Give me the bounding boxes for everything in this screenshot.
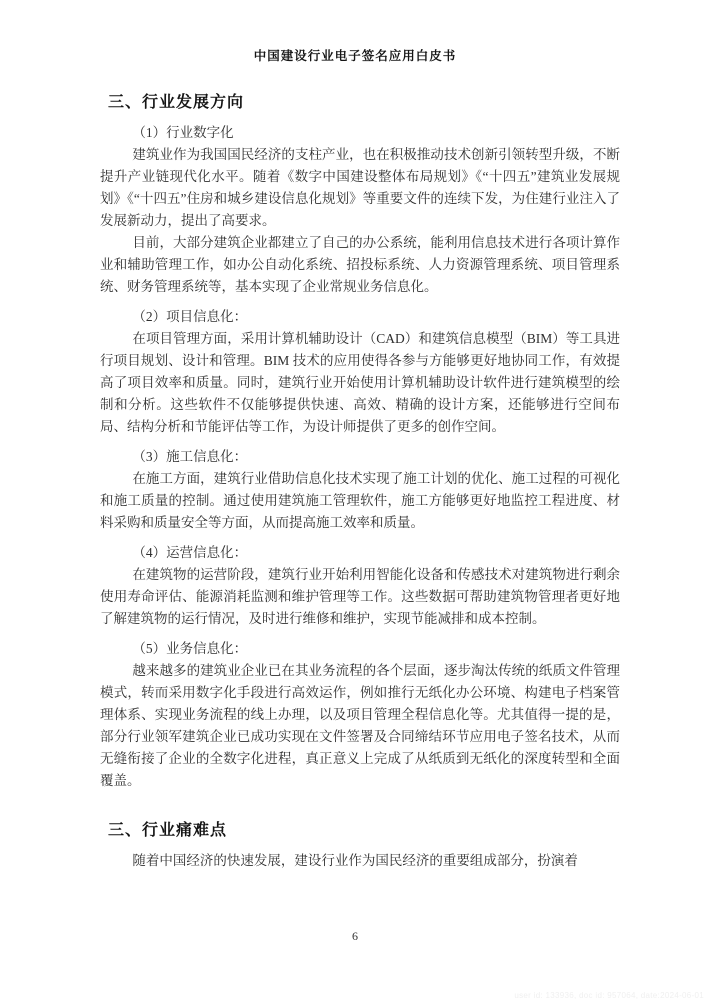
list-subheading: （2）项目信息化： [132,309,248,324]
list-subheading: （5）业务信息化： [132,641,248,656]
body-paragraph: 在建筑物的运营阶段，建筑行业开始利用智能化设备和传感技术对建筑物进行剩余使用寿命评估、能源消耗监测和维护管理等工作。这些数据可帮助建筑物管理者更好地了解建筑物的运行情况，及时进行维修和维护，实现节能减排和成本控制。 [100,567,620,626]
page-number: 6 [352,929,358,943]
body-paragraph: 随着中国经济的快速发展，建设行业作为国民经济的重要组成部分，扮演着 [132,853,578,868]
body-paragraph: 越来越多的建筑业企业已在其业务流程的各个层面，逐步淘汰传统的纸质文件管理模式，转而采用数字化手段进行高效运作，例如推行无纸化办公环境、构建电子档案管理体系、实现业务流程的线上办理，以及项目管理全程信息化等。尤其值得一提的是，部分行业领军建筑企业已成功实现在文件签署及合同缔结环节应用电子签名技术，从而无缝衔接了企业的全数字化进程，真正意义上完成了从纸质到无纸化的深度转型和全面覆盖。 [100,663,620,788]
body-paragraph: 目前，大部分建筑企业都建立了自己的办公系统，能利用信息技术进行各项计算作业和辅助管理工作，如办公自动化系统、招投标系统、人力资源管理系统、项目管理系统、财务管理系统等，基本实现了企业常规业务信息化。 [100,235,620,294]
body-paragraph: 建筑业作为我国国民经济的支柱产业，也在积极推动技术创新引领转型升级，不断提升产业链现代化水平。随着《数字中国建设整体布局规划》《“十四五”建筑业发展规划》《“十四五”住房和城乡建设信息化规划》等重要文件的连续下发，为住建行业注入了发展新动力，提出了高要求。 [100,147,620,228]
watermark-text: user id: 133936, doc id: 957064, date:2024-06-01 [514,991,704,1000]
section-heading: 三、行业痛难点 [108,822,228,839]
list-subheading: （4）运营信息化： [132,545,248,560]
list-subheading: （3）施工信息化： [132,449,248,464]
document-body [100,92,620,872]
section-heading: 三、行业发展方向 [108,94,245,111]
body-paragraph: 在施工方面，建筑行业借助信息化技术实现了施工计划的优化、施工过程的可视化和施工质量的控制。通过使用建筑施工管理软件，施工方能够更好地监控工程进度、材料采购和质量安全等方面，从而提高施工效率和质量。 [100,471,620,530]
body-paragraph: 在项目管理方面，采用计算机辅助设计（CAD）和建筑信息模型（BIM）等工具进行项目规划、设计和管理。BIM 技术的应用使得各参与方能够更好地协同工作，有效提高了项目效率和质量。同时，建筑行业开始使用计算机辅助设计软件进行建筑模型的绘制和分析。这些软件不仅能够提供快速、高效、精确的设计方案，还能够进行空间布局、结构分析和节能评估等工作，为设计师提供了更多的创作空间。 [100,331,620,434]
list-subheading: （1）行业数字化 [132,125,234,140]
document-title-header: 中国建设行业电子签名应用白皮书 [253,49,457,63]
